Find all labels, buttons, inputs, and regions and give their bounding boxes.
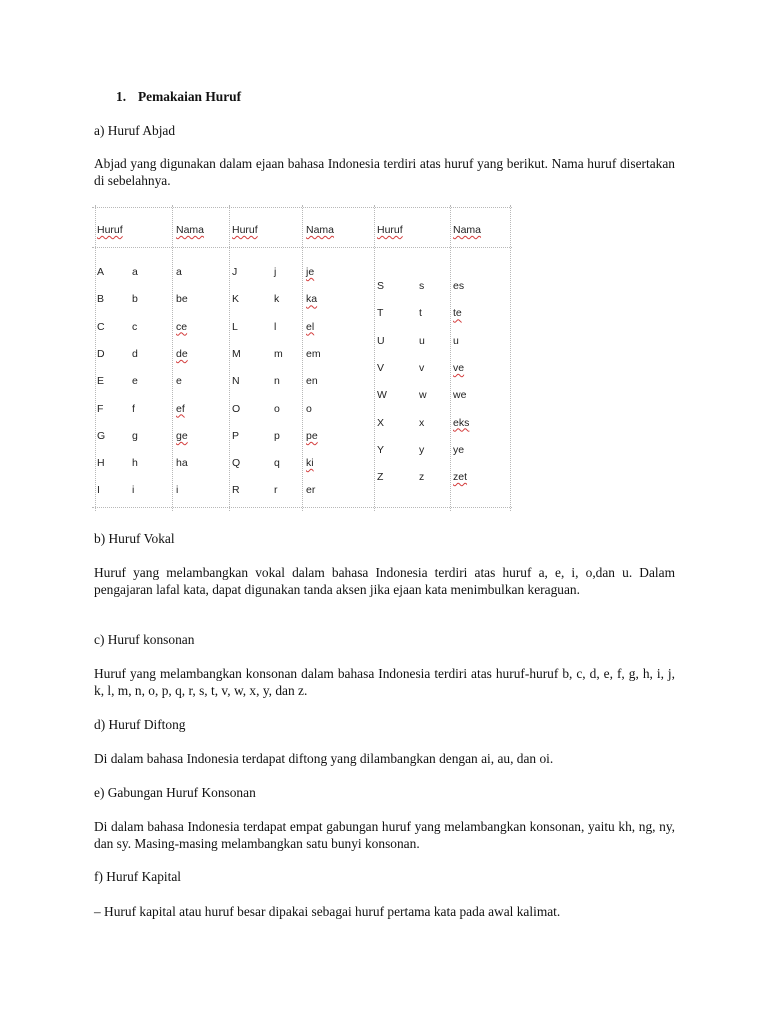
uppercase-letter: L [232,320,238,333]
subsection-title-abjad: a) Huruf Abjad [94,123,176,138]
lowercase-letter: v [419,361,425,374]
lowercase-letter: g [132,429,138,442]
table-gridline [92,207,512,208]
lowercase-letter: u [419,334,425,347]
lowercase-letter: o [274,402,280,415]
subsection-title-diftong: d) Huruf Diftong [94,717,186,732]
table-header-cell: Huruf [232,224,258,236]
uppercase-letter: I [97,484,100,497]
paragraph-vokal: Huruf yang melambangkan vokal dalam bahasa Indonesia terdiri atas huruf a, e, i, o,dan u. Dalam pengajaran lafal kata, dapat digunakan tanda aksen jika ejaan kata menimbulkan keraguan. [94,565,675,597]
alphabet-table [92,205,512,511]
letter-name: eks [453,416,470,429]
letter-name: ki [306,457,314,470]
lowercase-letter: f [132,402,135,415]
table-gridline [229,205,230,511]
uppercase-letter: G [97,429,106,442]
lowercase-letter: l [274,320,277,333]
lowercase-letter: z [419,471,425,484]
letter-name: er [306,484,316,497]
letter-name: ve [453,361,465,374]
table-gridline [92,507,512,508]
table-gridline [95,205,96,511]
uppercase-letter: Z [377,471,384,484]
letter-name: a [176,266,182,278]
heading-number: 1. [116,89,127,104]
table-gridline [302,205,303,511]
lowercase-letter: p [274,429,280,442]
subsection-title-kapital: f) Huruf Kapital [94,869,182,884]
lowercase-letter: s [419,280,425,292]
letter-name: ce [176,320,188,333]
letter-name: i [176,484,179,497]
lowercase-letter: m [274,347,283,360]
lowercase-letter: r [274,484,278,497]
lowercase-letter: j [274,266,277,278]
letter-name: em [306,347,321,360]
uppercase-letter: T [377,307,384,320]
lowercase-letter: q [274,457,280,470]
subsection-title-vokal: b) Huruf Vokal [94,531,175,546]
lowercase-letter: a [132,266,138,278]
table-gridline [510,205,511,511]
uppercase-letter: A [97,266,105,278]
subsection-title-konsonan: c) Huruf konsonan [94,632,195,647]
lowercase-letter: b [132,293,138,306]
subsection-title-gabungan: e) Gabungan Huruf Konsonan [94,785,256,800]
table-gridline [450,205,451,511]
letter-name: en [306,375,318,388]
letter-name: ye [453,443,465,456]
uppercase-letter: V [377,361,385,374]
table-header-cell: Nama [453,224,482,236]
lowercase-letter: k [274,293,280,306]
uppercase-letter: D [97,347,105,360]
letter-name: u [453,334,459,347]
uppercase-letter: U [377,334,385,347]
letter-name: el [306,320,315,333]
table-header-cell: Huruf [97,224,123,236]
paragraph-kapital: – Huruf kapital atau huruf besar dipakai sebagai huruf pertama kata pada awal kalimat. [94,904,561,919]
letter-name: ha [176,457,188,470]
uppercase-letter: P [232,429,240,442]
letter-name: ge [176,429,188,442]
lowercase-letter: y [419,443,425,456]
uppercase-letter: S [377,280,385,292]
uppercase-letter: C [97,320,105,333]
uppercase-letter: W [377,389,387,402]
letter-name: zet [453,471,468,484]
uppercase-letter: M [232,347,241,360]
section-heading [116,88,241,105]
paragraph-gabungan: Di dalam bahasa Indonesia terdapat empat gabungan huruf yang melambangkan konsonan, yaitu kh, ng, ny, dan sy. Masing-masing melambangkan satu bunyi konsonan. [94,819,675,851]
letter-name: de [176,347,188,360]
letter-name: o [306,402,312,415]
letter-name: we [453,389,467,402]
lowercase-letter: x [419,416,425,429]
lowercase-letter: w [419,389,427,402]
lowercase-letter: t [419,307,422,320]
lowercase-letter: c [132,320,138,333]
letter-name: ka [306,293,318,306]
table-gridline [374,205,375,511]
uppercase-letter: F [97,402,104,415]
paragraph-diftong: Di dalam bahasa Indonesia terdapat diftong yang dilambangkan dengan ai, au, dan oi. [94,751,554,766]
uppercase-letter: H [97,457,105,470]
table-header-cell: Nama [306,224,335,236]
uppercase-letter: B [97,293,105,306]
table-gridline [92,247,512,248]
table-gridline [172,205,173,511]
uppercase-letter: K [232,293,240,306]
letter-name: es [453,280,465,292]
letter-name: te [453,307,462,320]
uppercase-letter: E [97,375,105,388]
uppercase-letter: R [232,484,240,497]
letter-name: be [176,293,188,306]
paragraph-abjad: Abjad yang digunakan dalam ejaan bahasa Indonesia terdiri atas huruf yang berikut. Nama huruf disertakan di sebelahnya. [94,156,675,188]
lowercase-letter: n [274,375,280,388]
uppercase-letter: Q [232,457,241,470]
lowercase-letter: e [132,375,138,388]
lowercase-letter: i [132,484,135,497]
table-header-cell: Nama [176,224,205,236]
heading-title: Pemakaian Huruf [138,89,242,104]
letter-name: e [176,375,182,388]
uppercase-letter: J [232,266,238,278]
uppercase-letter: O [232,402,241,415]
uppercase-letter: N [232,375,240,388]
letter-name: pe [306,429,318,442]
uppercase-letter: Y [377,443,385,456]
letter-name: je [306,266,315,278]
table-header-cell: Huruf [377,224,403,236]
lowercase-letter: d [132,347,138,360]
letter-name: ef [176,402,185,415]
uppercase-letter: X [377,416,385,429]
paragraph-konsonan: Huruf yang melambangkan konsonan dalam bahasa Indonesia terdiri atas huruf-huruf b, c, d, e, f, g, h, i, j, k, l, m, n, o, p, q, r, s, t, v, w, x, y, dan z. [94,666,675,698]
lowercase-letter: h [132,457,138,470]
